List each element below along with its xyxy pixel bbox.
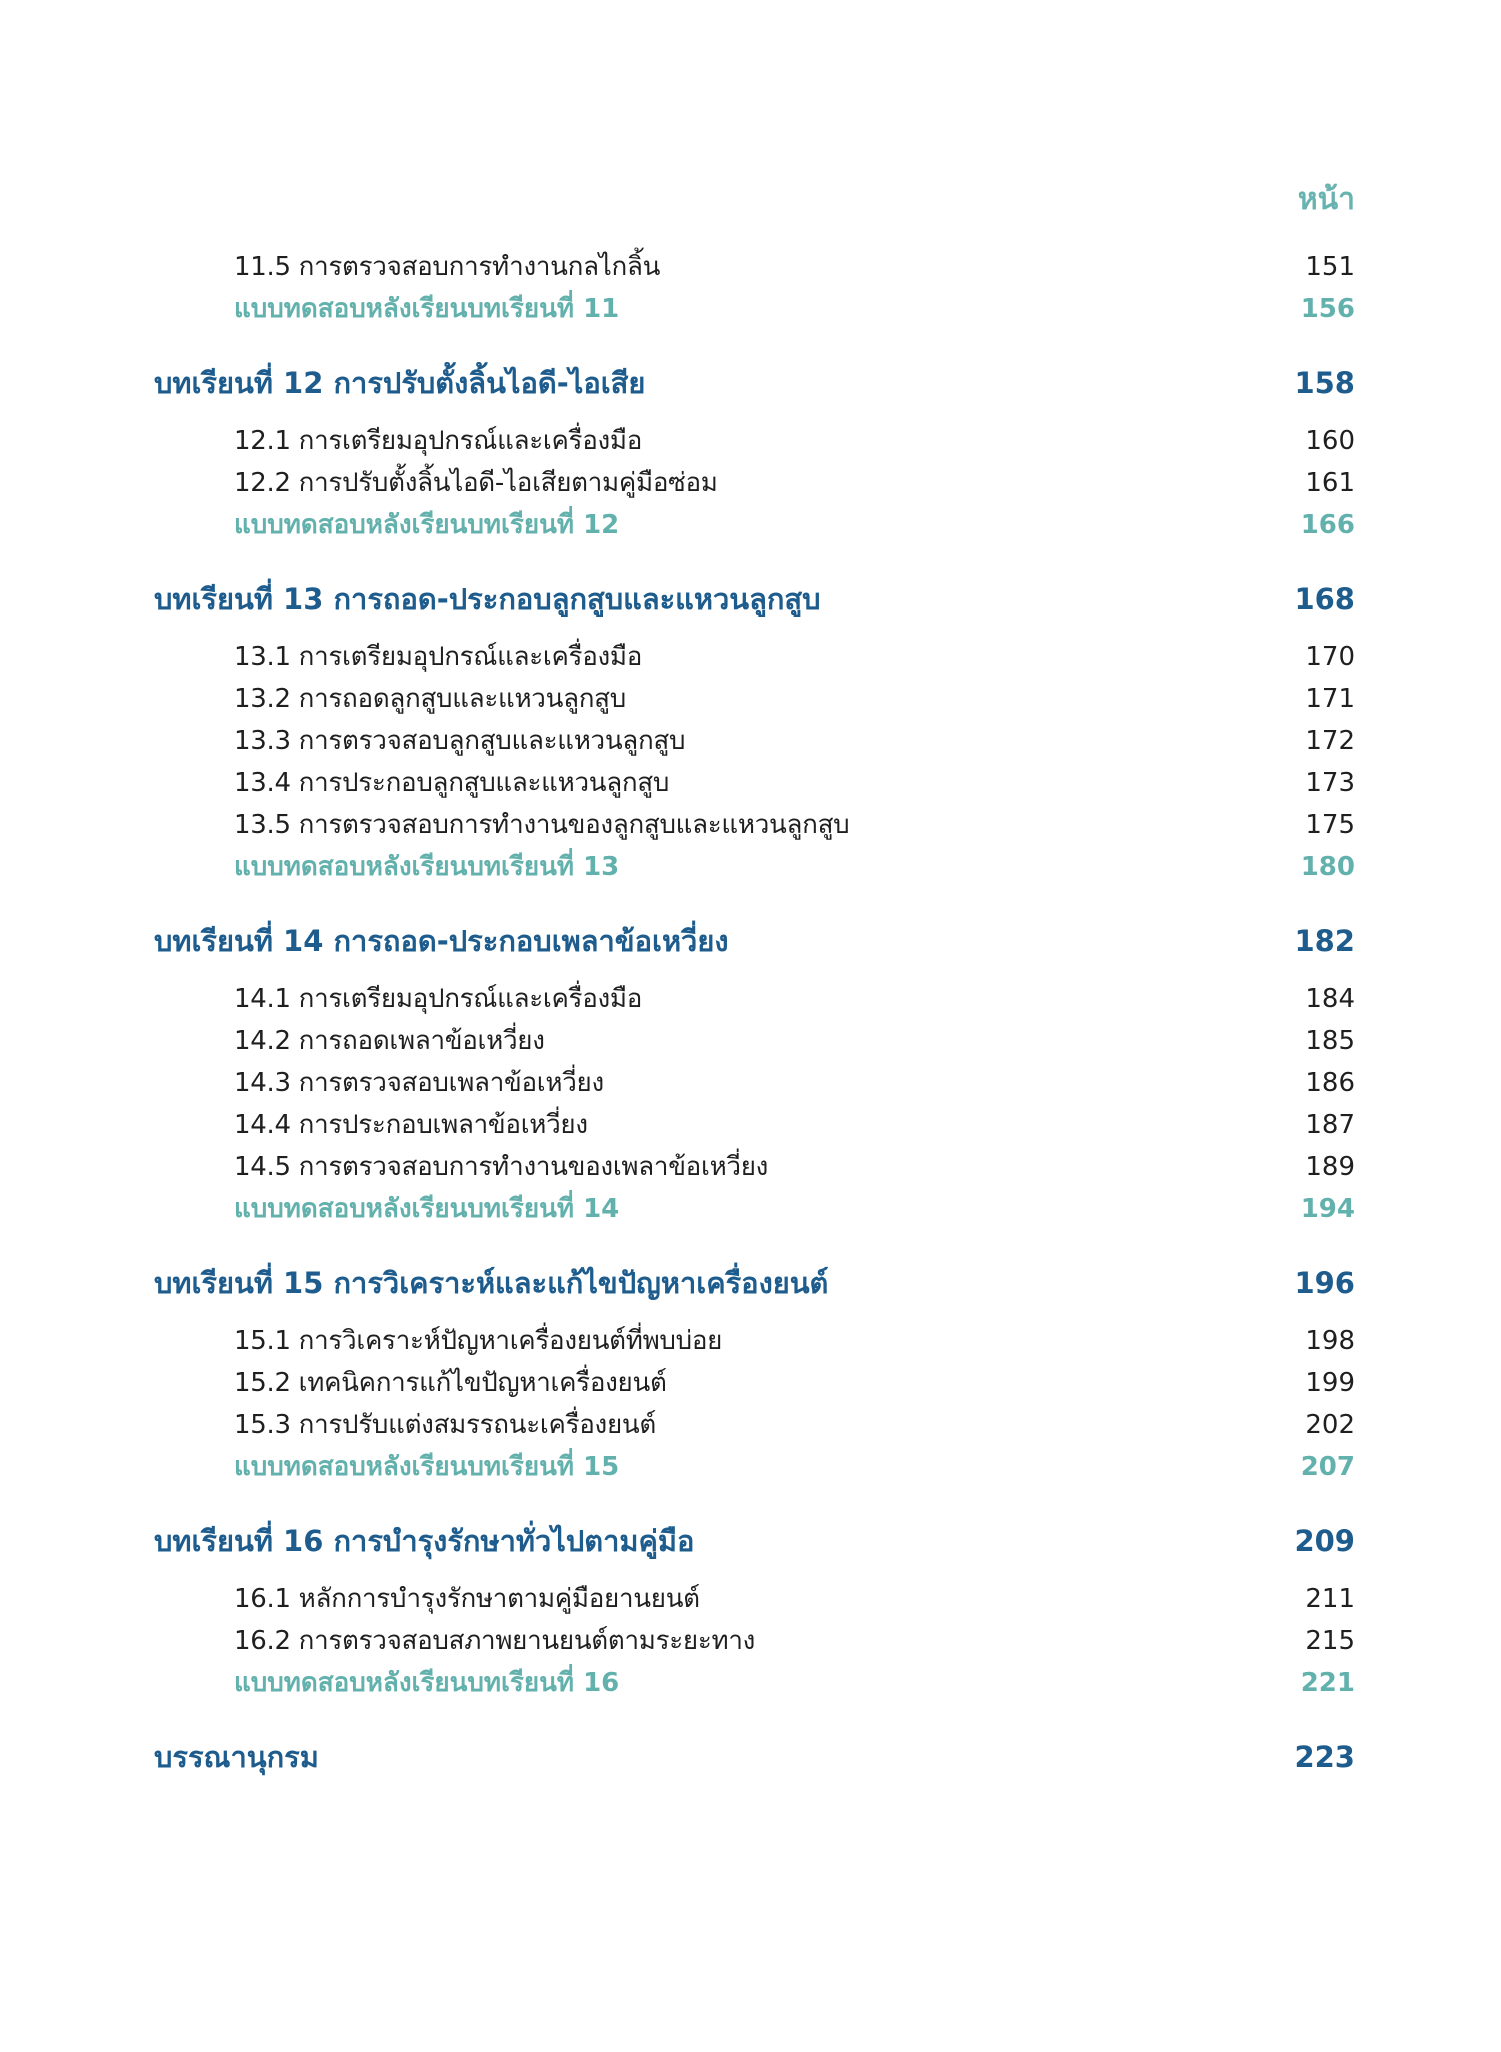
section-page: 170 <box>1305 642 1355 672</box>
quiz-page: 207 <box>1300 1452 1355 1482</box>
toc-section-row[interactable] <box>154 462 1355 504</box>
section-title: 12.1 การเตรียมอุปกรณ์และเครื่องมือ <box>234 426 643 456</box>
chapter-page: 182 <box>1294 924 1355 958</box>
chapter-page: 209 <box>1294 1524 1355 1558</box>
section-page: 160 <box>1305 426 1355 456</box>
chapter-title: บทเรียนที่ 12 การปรับตั้งลิ้นไอดี-ไอเสีย <box>154 366 646 400</box>
section-page: 161 <box>1305 468 1355 498</box>
section-title: 12.2 การปรับตั้งลิ้นไอดี-ไอเสียตามคู่มือซ่อม <box>234 468 718 498</box>
quiz-title: แบบทดสอบหลังเรียนบทเรียนที่ 15 <box>234 1452 620 1482</box>
toc-chapter-row[interactable] <box>154 578 1355 620</box>
quiz-page: 180 <box>1300 852 1355 882</box>
section-page: 189 <box>1305 1152 1355 1182</box>
section-title: 15.2 เทคนิคการแก้ไขปัญหาเครื่องยนต์ <box>234 1368 667 1398</box>
toc-section-row[interactable] <box>154 1362 1355 1404</box>
section-title: 13.5 การตรวจสอบการทำงานของลูกสูบและแหวนลูกสูบ <box>234 810 850 840</box>
section-title: 13.2 การถอดลูกสูบและแหวนลูกสูบ <box>234 684 626 714</box>
section-page: 187 <box>1305 1110 1355 1140</box>
toc-section-row[interactable] <box>154 762 1355 804</box>
toc-section-row[interactable] <box>154 420 1355 462</box>
toc-section-row[interactable] <box>154 1062 1355 1104</box>
toc-section-row[interactable] <box>154 1404 1355 1446</box>
toc-chapter-row[interactable] <box>154 1262 1355 1304</box>
chapter-title: บทเรียนที่ 16 การบำรุงรักษาทั่วไปตามคู่มือ <box>154 1524 695 1558</box>
bibliography-page: 223 <box>1294 1740 1355 1774</box>
section-title: 13.4 การประกอบลูกสูบและแหวนลูกสูบ <box>234 768 670 798</box>
section-title: 11.5 การตรวจสอบการทำงานกลไกลิ้น <box>234 252 661 282</box>
quiz-title: แบบทดสอบหลังเรียนบทเรียนที่ 12 <box>234 510 620 540</box>
section-title: 14.4 การประกอบเพลาข้อเหวี่ยง <box>234 1110 588 1140</box>
section-page: 175 <box>1305 810 1355 840</box>
toc-quiz-row[interactable] <box>154 846 1355 888</box>
toc-section-row[interactable] <box>154 978 1355 1020</box>
chapter-page: 158 <box>1294 366 1355 400</box>
quiz-title: แบบทดสอบหลังเรียนบทเรียนที่ 11 <box>234 294 620 324</box>
quiz-page: 156 <box>1300 294 1355 324</box>
section-page: 151 <box>1305 252 1355 282</box>
section-title: 13.3 การตรวจสอบลูกสูบและแหวนลูกสูบ <box>234 726 686 756</box>
section-page: 199 <box>1305 1368 1355 1398</box>
section-title: 14.1 การเตรียมอุปกรณ์และเครื่องมือ <box>234 984 643 1014</box>
section-title: 15.1 การวิเคราะห์ปัญหาเครื่องยนต์ที่พบบ่อย <box>234 1326 723 1356</box>
toc-section-row[interactable] <box>154 1620 1355 1662</box>
toc-quiz-row[interactable] <box>154 1662 1355 1704</box>
toc-quiz-row[interactable] <box>154 504 1355 546</box>
section-page: 172 <box>1305 726 1355 756</box>
toc-section-row[interactable] <box>154 804 1355 846</box>
section-title: 16.2 การตรวจสอบสภาพยานยนต์ตามระยะทาง <box>234 1626 756 1656</box>
toc-chapter-row[interactable] <box>154 920 1355 962</box>
section-title: 14.2 การถอดเพลาข้อเหวี่ยง <box>234 1026 545 1056</box>
page-column-header: หน้า <box>1297 182 1355 217</box>
toc-section-row[interactable] <box>154 1146 1355 1188</box>
section-title: 14.3 การตรวจสอบเพลาข้อเหวี่ยง <box>234 1068 604 1098</box>
quiz-page: 194 <box>1300 1194 1355 1224</box>
section-title: 14.5 การตรวจสอบการทำงานของเพลาข้อเหวี่ยง <box>234 1152 769 1182</box>
quiz-page: 166 <box>1300 510 1355 540</box>
table-of-contents <box>154 246 1355 1778</box>
toc-section-row[interactable] <box>154 1320 1355 1362</box>
bibliography-title: บรรณานุกรม <box>154 1740 319 1774</box>
toc-section-row[interactable] <box>154 1578 1355 1620</box>
section-page: 198 <box>1305 1326 1355 1356</box>
section-page: 202 <box>1305 1410 1355 1440</box>
section-title: 16.1 หลักการบำรุงรักษาตามคู่มือยานยนต์ <box>234 1584 700 1614</box>
chapter-page: 196 <box>1294 1266 1355 1300</box>
toc-quiz-row[interactable] <box>154 1188 1355 1230</box>
chapter-title: บทเรียนที่ 13 การถอด-ประกอบลูกสูบและแหวนลูกสูบ <box>154 582 821 616</box>
toc-chapter-row[interactable] <box>154 362 1355 404</box>
chapter-page: 168 <box>1294 582 1355 616</box>
toc-quiz-row[interactable] <box>154 1446 1355 1488</box>
quiz-title: แบบทดสอบหลังเรียนบทเรียนที่ 16 <box>234 1668 620 1698</box>
toc-chapter-row[interactable] <box>154 1520 1355 1562</box>
toc-quiz-row[interactable] <box>154 288 1355 330</box>
quiz-page: 221 <box>1300 1668 1355 1698</box>
section-page: 215 <box>1305 1626 1355 1656</box>
toc-bibliography-row[interactable] <box>154 1736 1355 1778</box>
toc-section-row[interactable] <box>154 636 1355 678</box>
section-page: 184 <box>1305 984 1355 1014</box>
section-page: 211 <box>1305 1584 1355 1614</box>
toc-section-row[interactable] <box>154 678 1355 720</box>
section-title: 13.1 การเตรียมอุปกรณ์และเครื่องมือ <box>234 642 643 672</box>
section-page: 185 <box>1305 1026 1355 1056</box>
toc-section-row[interactable] <box>154 1104 1355 1146</box>
quiz-title: แบบทดสอบหลังเรียนบทเรียนที่ 13 <box>234 852 620 882</box>
section-page: 173 <box>1305 768 1355 798</box>
section-title: 15.3 การปรับแต่งสมรรถนะเครื่องยนต์ <box>234 1410 656 1440</box>
chapter-title: บทเรียนที่ 14 การถอด-ประกอบเพลาข้อเหวี่ยง <box>154 924 729 958</box>
toc-section-row[interactable] <box>154 720 1355 762</box>
toc-section-row[interactable] <box>154 1020 1355 1062</box>
section-page: 186 <box>1305 1068 1355 1098</box>
chapter-title: บทเรียนที่ 15 การวิเคราะห์และแก้ไขปัญหาเครื่องยนต์ <box>154 1266 829 1300</box>
quiz-title: แบบทดสอบหลังเรียนบทเรียนที่ 14 <box>234 1194 620 1224</box>
section-page: 171 <box>1305 684 1355 714</box>
toc-section-row[interactable] <box>154 246 1355 288</box>
